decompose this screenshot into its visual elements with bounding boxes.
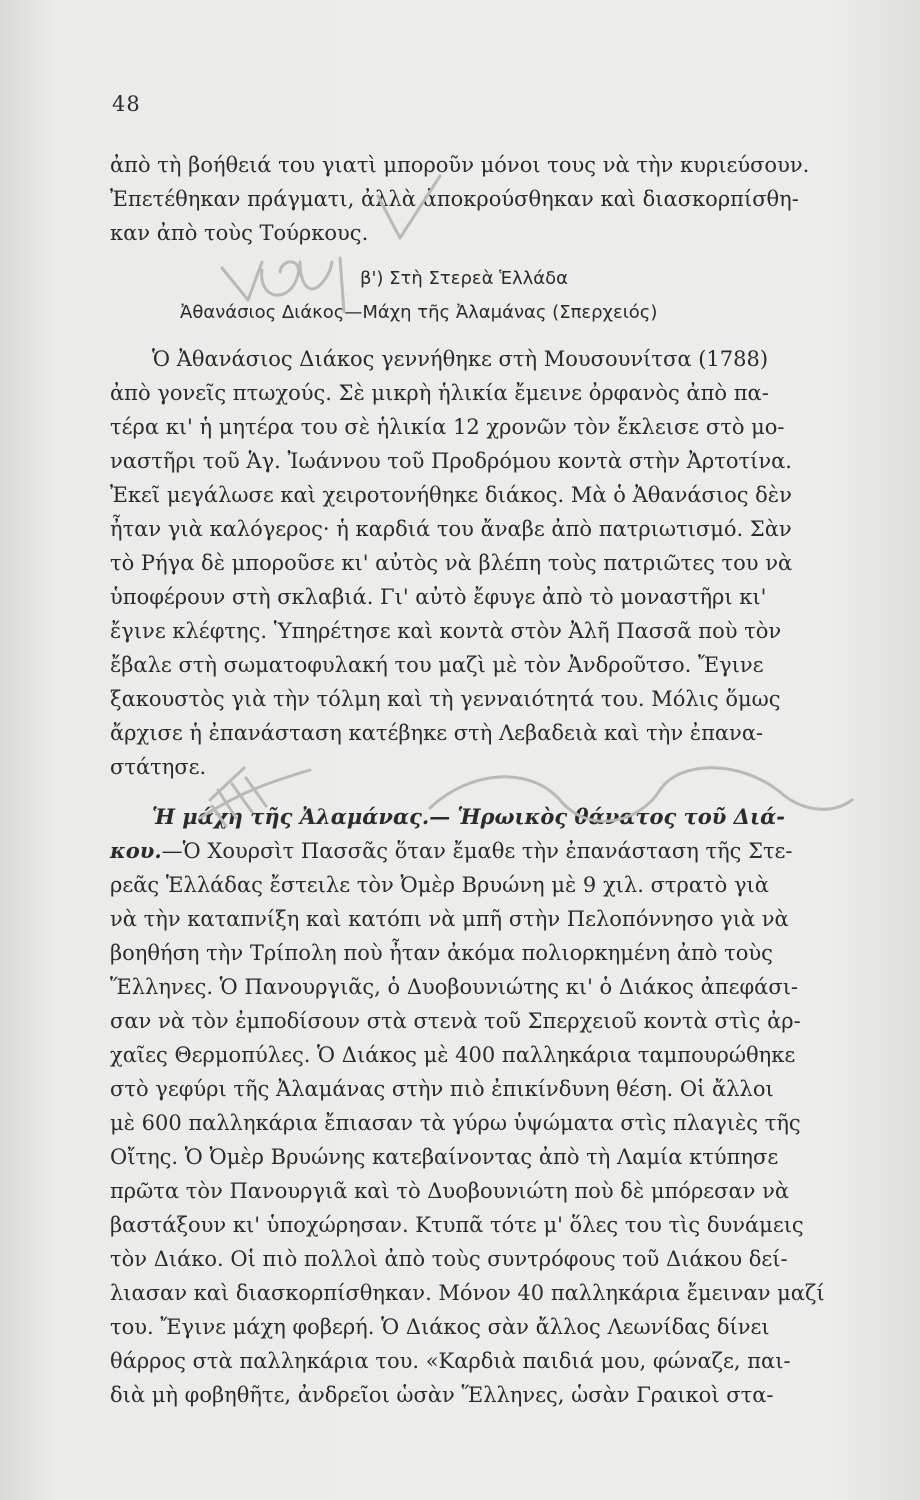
- text-line: σαν νὰ τὸν ἐμποδίσουν στὰ στενὰ τοῦ Σπερχειοῦ κοντὰ στὶς ἀρ-: [110, 1009, 801, 1033]
- text-line: ἔγινε κλέφτης. Ὑπηρέτησε καὶ κοντὰ στὸν Ἀλῆ Πασσᾶ ποὺ τὸν: [110, 619, 782, 643]
- text-line: ἀπὸ γονεῖς πτωχούς. Σὲ μικρὴ ἡλικία ἔμεινε ὀρφανὸς ἀπὸ πα-: [110, 381, 769, 405]
- text-line: στάτησε.: [110, 755, 207, 779]
- paragraph-title-end: κου.: [110, 838, 162, 863]
- text-line: ἄρχισε ἡ ἐπανάσταση κατέβηκε στὴ Λεβαδειὰ καὶ τὴν ἐπανα-: [110, 721, 764, 745]
- text-line: βοηθήση τὴν Τρίπολη ποὺ ἦταν ἀκόμα πολιορκημένη ἀπὸ τοὺς: [110, 941, 773, 965]
- text-line: μὲ 600 παλληκάρια ἔπιασαν τὰ γύρω ὑψώματα στὶς πλαγιὲς τῆς: [110, 1111, 801, 1135]
- text-line: Ἕλληνες. Ὁ Πανουργιᾶς, ὁ Δυοβουνιώτης κι' ὁ Διάκος ἀπεφάσι-: [110, 975, 799, 999]
- text-line: θάρρος στὰ παλληκάρια του. «Καρδιὰ παιδιά μου, φώναζε, παι-: [110, 1349, 791, 1373]
- text-line: στὸ γεφύρι τῆς Ἀλαμάνας στὴν πιὸ ἐπικίνδυνη θέση. Οἱ ἄλλοι: [110, 1077, 774, 1101]
- paragraph-2: [110, 342, 850, 784]
- text-line: πρῶτα τὸν Πανουργιᾶ καὶ τὸ Δυοβουνιώτη ποὺ δὲ μπόρεσαν νὰ: [110, 1179, 790, 1203]
- text-line: Ὁ Ἀθανάσιος Διάκος γεννήθηκε στὴ Μουσουνίτσα (1788): [152, 347, 769, 371]
- section-heading: β') Στὴ Στερεὰ Ἑλλάδα: [360, 268, 569, 289]
- text-line: χαῖες Θερμοπύλες. Ὁ Διάκος μὲ 400 παλληκάρια ταμπουρώθηκε: [110, 1043, 796, 1067]
- text-line: ἦταν γιὰ καλόγερος· ἡ καρδιά του ἄναβε ἀπὸ πατριωτισμό. Σὰν: [110, 517, 792, 541]
- paragraph-title: Ἡ μάχη τῆς Ἀλαμάνας.— Ἡρωικὸς θάνατος τοῦ Διά-: [152, 804, 785, 829]
- paragraph-1: [110, 148, 850, 250]
- text-line: ρεᾶς Ἑλλάδας ἔστειλε τὸν Ὀμὲρ Βρυώνη μὲ 9 χιλ. στρατὸ γιὰ: [110, 873, 769, 897]
- text-line: Ἐπετέθηκαν πράγματι, ἀλλὰ ἀποκρούσθηκαν καὶ διασκορπίσθη-: [110, 187, 799, 211]
- text-line: νὰ τὴν καταπνίξη καὶ κατόπι νὰ μπῆ στὴν Πελοπόννησο γιὰ νὰ: [110, 907, 789, 931]
- text-line: ἔβαλε στὴ σωματοφυλακή του μαζὶ μὲ τὸν Ἀνδροῦτσο. Ἔγινε: [110, 653, 764, 677]
- text-line: διὰ μὴ φοβηθῆτε, ἀνδρεῖοι ὡσὰν Ἕλληνες, ὡσὰν Γραικοὶ στα-: [110, 1383, 774, 1407]
- paragraph-3: [110, 800, 850, 1412]
- page-number: 48: [112, 92, 141, 116]
- subheading: Ἀθανάσιος Διάκος—Μάχη τῆς Ἀλαμάνας (Σπερχειός): [180, 302, 658, 323]
- text-line: Οἴτης. Ὁ Ὀμὲρ Βρυώνης κατεβαίνοντας ἀπὸ τὴ Λαμία κτύπησε: [110, 1145, 779, 1169]
- text-line: τὸ Ρήγα δὲ μποροῦσε κι' αὐτὸς νὰ βλέπη τοὺς πατριῶτες του νὰ: [110, 551, 793, 575]
- text-line: βαστάξουν κι' ὑποχώρησαν. Κτυπᾶ τότε μ' ὅλες του τὶς δυνάμεις: [110, 1213, 804, 1237]
- text-line: ὑποφέρουν στὴ σκλαβιά. Γι' αὐτὸ ἔφυγε ἀπὸ τὸ μοναστῆρι κι': [110, 585, 767, 609]
- text-line: καν ἀπὸ τοὺς Τούρκους.: [110, 221, 369, 245]
- page-text: [110, 148, 850, 1412]
- text-line: λιασαν καὶ διασκορπίσθηκαν. Μόνον 40 παλληκάρια ἔμειναν μαζί: [110, 1281, 825, 1305]
- text-run: —Ὁ Χουρσὶτ Πασσᾶς ὅταν ἔμαθε τὴν ἐπανάσταση τῆς Στε-: [161, 839, 793, 863]
- text-line: ναστῆρι τοῦ Ἁγ. Ἰωάννου τοῦ Προδρόμου κοντὰ στὴν Ἀρτοτίνα.: [110, 449, 792, 473]
- text-line: τὸν Διάκο. Οἱ πιὸ πολλοὶ ἀπὸ τοὺς συντρόφους τοῦ Διάκου δεί-: [110, 1247, 788, 1271]
- text-line: Ἐκεῖ μεγάλωσε καὶ χειροτονήθηκε διάκος. Μὰ ὁ Ἀθανάσιος δὲν: [110, 483, 792, 507]
- text-line: τέρα κι' ἡ μητέρα του σὲ ἡλικία 12 χρονῶν τὸν ἔκλεισε στὸ μο-: [110, 415, 785, 439]
- text-line: ἀπὸ τὴ βοήθειά του γιατὶ μποροῦν μόνοι τους νὰ τὴν κυριεύσουν.: [110, 153, 810, 177]
- text-line: ξακουστὸς γιὰ τὴν τόλμη καὶ τὴ γενναιότητά του. Μόλις ὅμως: [110, 687, 781, 711]
- text-line: του. Ἔγινε μάχη φοβερή. Ὁ Διάκος σὰν ἄλλος Λεωνίδας δίνει: [110, 1315, 770, 1339]
- text-line: [110, 834, 850, 868]
